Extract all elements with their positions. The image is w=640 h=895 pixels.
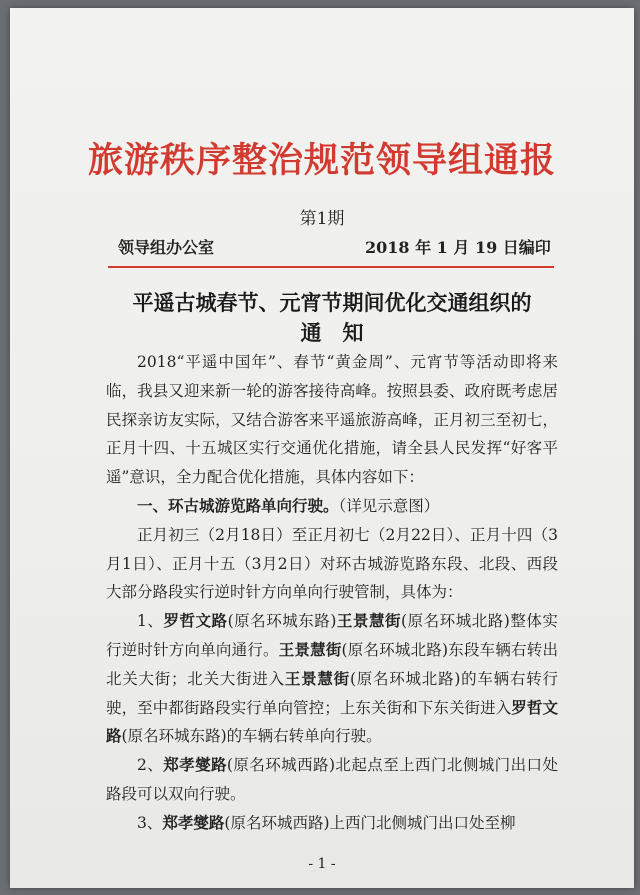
section-1-note: （详见示意图）	[338, 496, 440, 515]
road-name: 王景慧街	[336, 611, 402, 631]
issuing-office: 领导组办公室	[118, 238, 215, 257]
item-2-paragraph	[106, 751, 558, 809]
intro-paragraph: 2018“平遥中国年”、春节“黄金周”、元宵节等活动即将来临，我县又迎来新一轮的游客接待高峰。按照县委、政府既考虑居民探亲访友实际，又结合游客来平遥旅游高峰，正月初三至初七，正月十四、十五城区实行交通优化措施，请全县人民发挥“好客平遥”意识，全力配合优化措施，具体内容如下：	[106, 353, 558, 487]
road-old-name: (原名环城北路)	[341, 640, 449, 659]
road-name: 郑孝燮路	[163, 755, 227, 775]
item-text: 北起点至上西门北侧城门出口处路段可以双向行驶。	[106, 756, 558, 803]
bulletin-title: 旅游秩序整治规范领导组通报	[87, 140, 556, 181]
item-text: 东段车辆右转出北关大街；北关大街进入	[106, 640, 558, 688]
road-name: 郑孝燮路	[162, 812, 225, 832]
section-1-paragraph: 正月初三（2月18日）至正月初七（2月22日）、正月十四（3月1日）、正月十五（3月2日）对环古城游览路东段、北段、西段大部分路段实行逆时针方向单向行驶管制，具体为：	[106, 525, 558, 602]
road-name: 罗哲文路	[106, 697, 558, 746]
road-name: 王景慧街	[284, 668, 350, 688]
item-1-paragraph	[106, 607, 558, 751]
road-old-name: (原名环城西路)	[226, 756, 335, 775]
item-text: 的车辆右转行驶，至中都街路段实行单向管控；上东关街和下东关街进入	[106, 669, 558, 717]
road-old-name: (原名环城西路)	[224, 813, 330, 832]
document-page	[10, 8, 634, 888]
item-1-number: 1、	[137, 612, 164, 631]
issue-date: 2018 年 1 月 19 日编印	[365, 238, 551, 257]
page-number: - 1 -	[308, 856, 336, 872]
road-name: 王景慧街	[278, 639, 342, 659]
item-text: 整体实行逆时针方向单向通行。	[106, 612, 558, 659]
item-2-number: 2、	[137, 756, 164, 775]
item-3-paragraph	[106, 809, 558, 838]
road-old-name: (原名环城东路)	[227, 612, 337, 631]
issue-number: 第1期	[299, 209, 345, 229]
road-old-name: (原名环城东路)	[121, 727, 227, 746]
section-1-title: 一、环古城游览路单向行驶。	[137, 495, 339, 515]
red-divider-line	[108, 266, 554, 268]
notice-title-line1: 平遥古城春节、元宵节期间优化交通组织的	[132, 290, 532, 315]
item-text: 上西门北侧城门出口处至柳	[329, 813, 516, 832]
road-old-name: (原名环城北路)	[349, 669, 461, 688]
item-3-number: 3、	[137, 813, 163, 832]
notice-title	[102, 288, 562, 348]
road-name: 罗哲文路	[163, 611, 228, 631]
notice-title-line2: 通 知	[300, 320, 364, 345]
section-1-heading	[106, 492, 558, 521]
notice-body	[106, 348, 558, 838]
item-text: 的车辆右转单向行驶。	[226, 727, 382, 746]
road-old-name: (原名环城北路)	[401, 612, 510, 631]
